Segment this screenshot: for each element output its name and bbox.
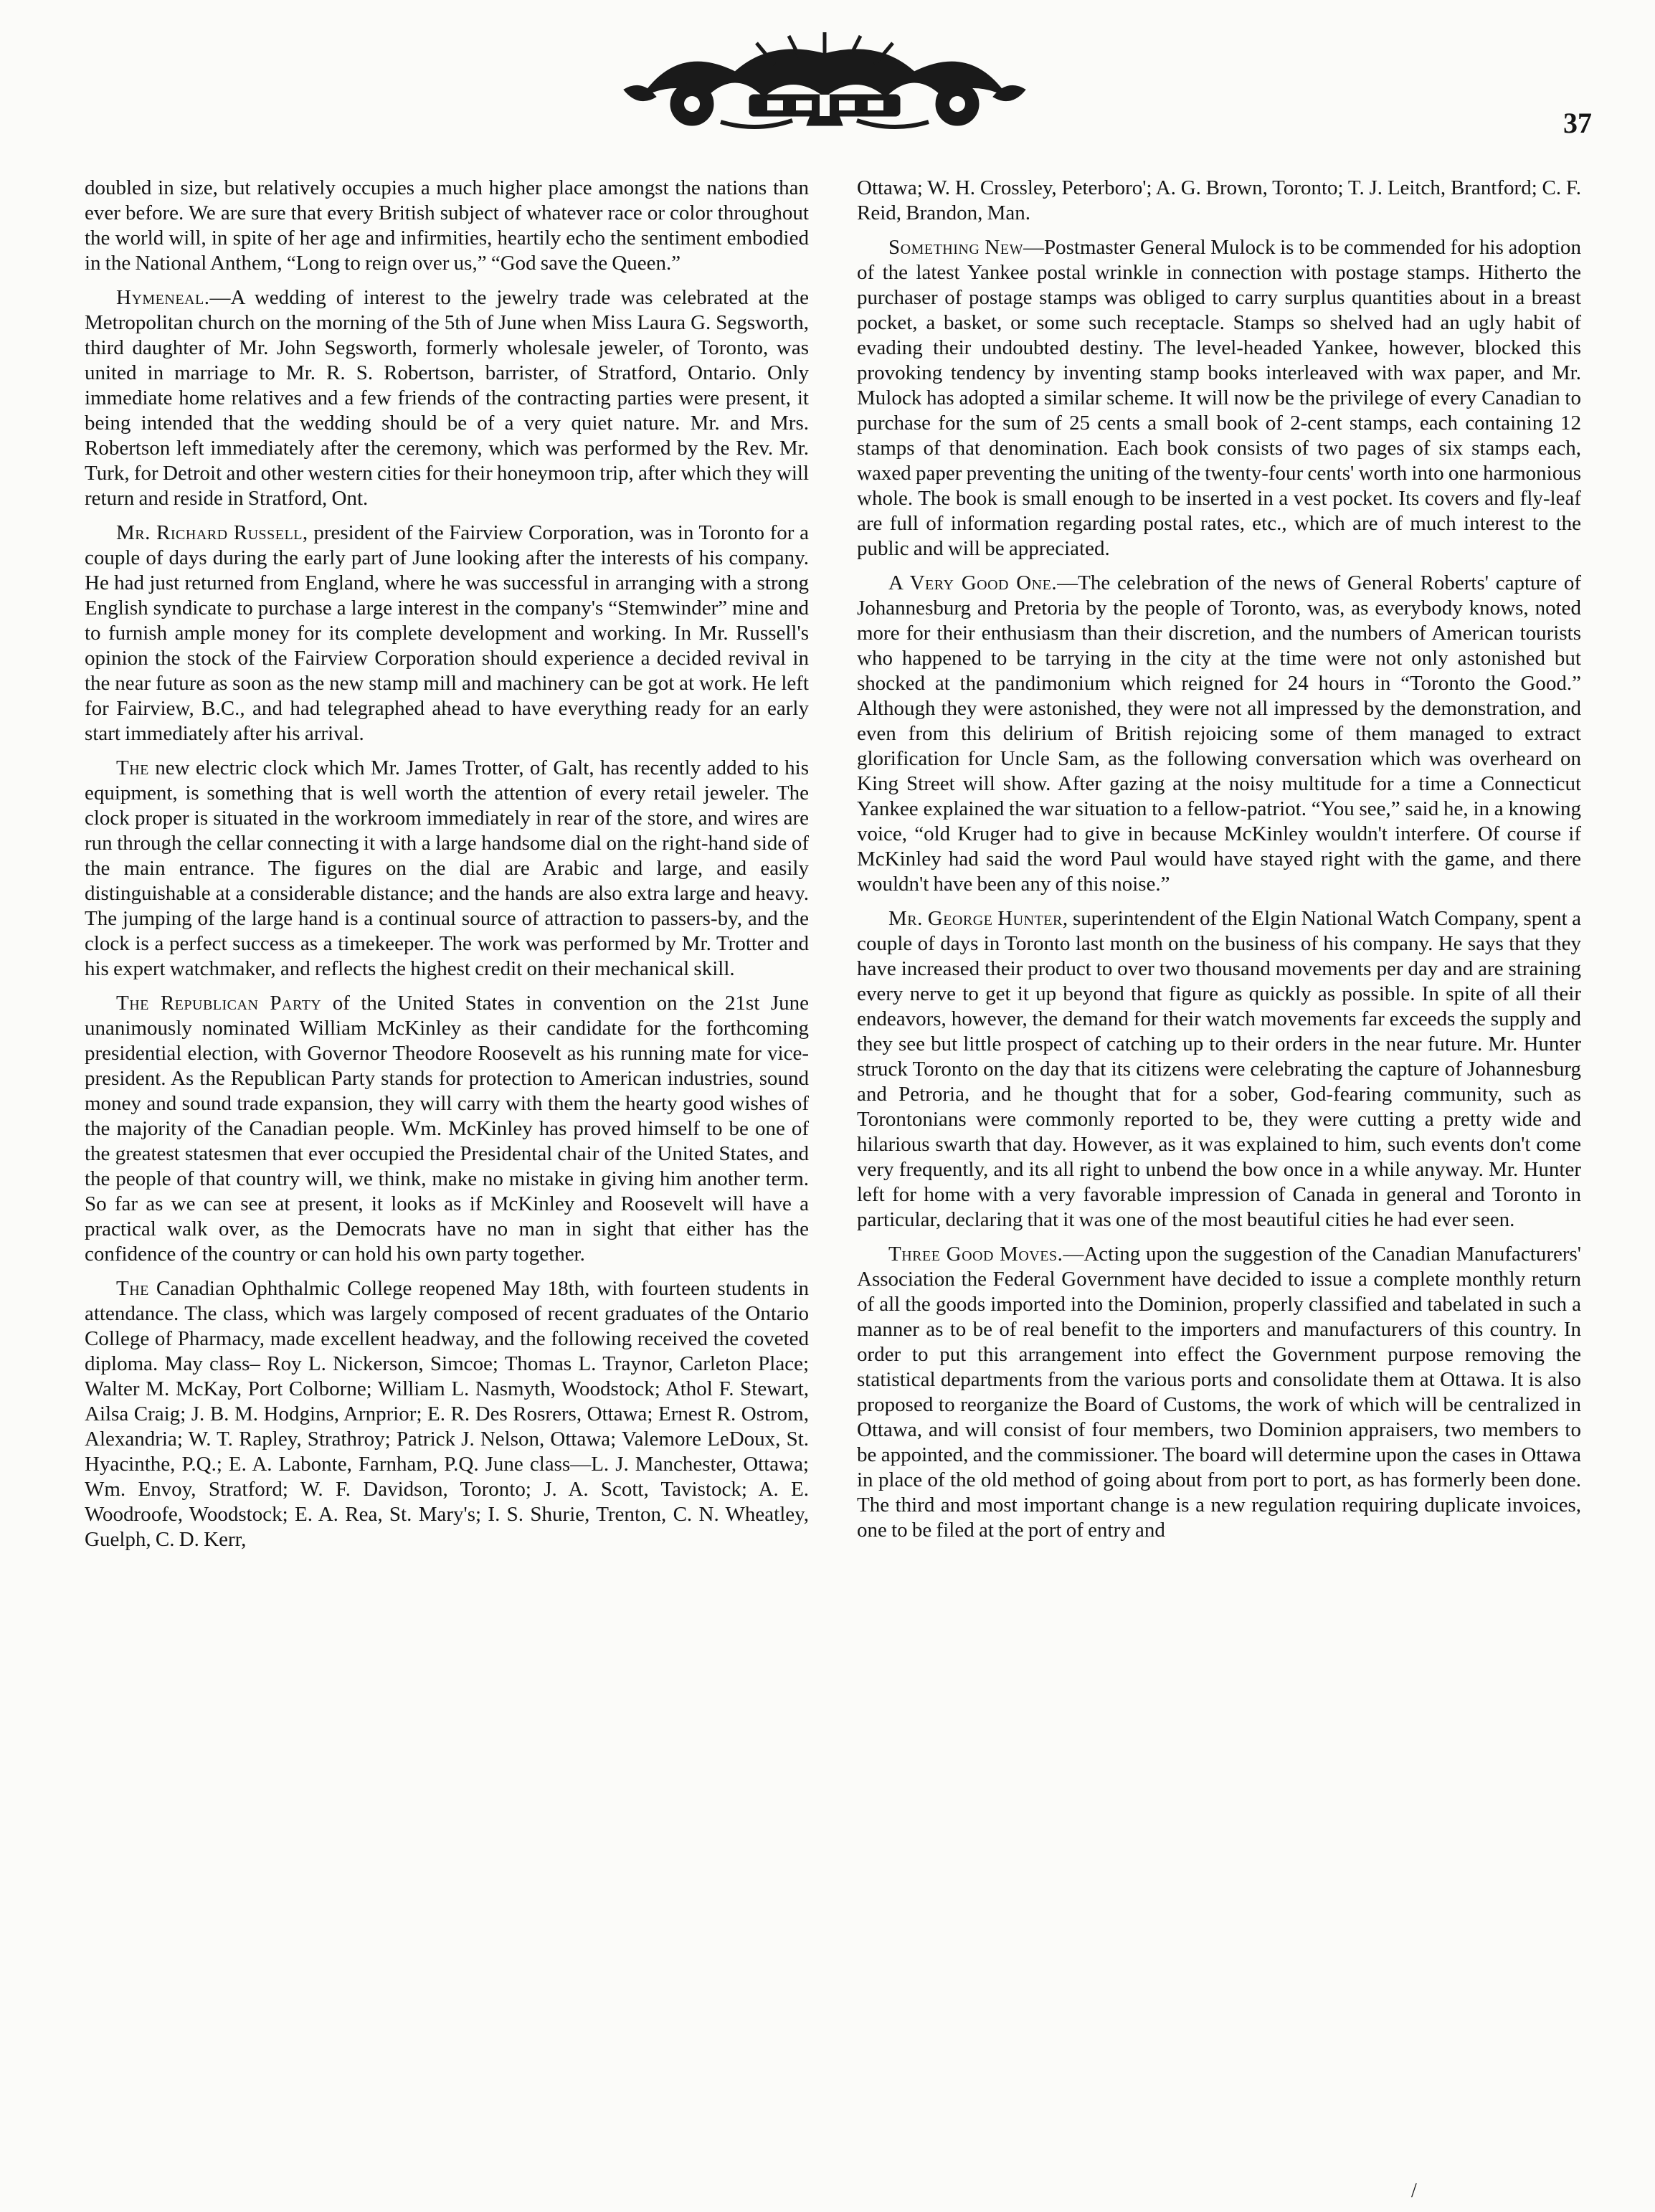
paragraph-heading: The Republican Party — [116, 992, 322, 1015]
paragraph-electric-clock: The new electric clock which Mr. James Trotter, of Galt, has recently added to his equipment, is something that is well worth the attention of every retail jeweler. The clock proper is situated in the workroom immediately in rear of the store, and wires are run through the cellar connecting it with a large handsome dial on the right-hand side of the main entrance. The figures on the dial are Arabic and large, and easily distinguishable at a considerable distance; and the hands are also extra large and heavy. The jumping of the large hand is a continual source of attraction to passers-by, and the clock is a perfect success as a timekeeper. The work was performed by Mr. Trotter and his expert watchmaker, and reflects the highest credit on their mechanical skill. — [85, 756, 809, 980]
paragraph-richard-russell: Mr. Richard Russell, president of the Fairview Corporation, was in Toronto for a couple of days during the early part of June looking after the interests of his company. He had just returned from England, where he was successful in arranging with a strong English syndicate to purchase a large interest in the company's “Stemwinder” mine and to furnish ample money for its complete development and working. In Mr. Russell's opinion the stock of the Fairview Corporation should experience a decided revival in the near future as soon as the new stamp mill and machinery can be got at work. He left for Fairview, B.C., and had telegraphed ahead to have everything ready for an early start immediately after his arrival. — [85, 521, 809, 745]
paragraph-heading: Mr. George Hunter, — [888, 907, 1068, 930]
paragraph-heading: The — [116, 1277, 149, 1300]
paragraph-heading: A Very Good One. — [888, 571, 1058, 594]
page-number: 37 — [1563, 107, 1592, 139]
paragraph-queen-continued: doubled in size, but relatively occupies a much higher place amongst the nations than ever before. We are sure that every British subject of whatever race or color throughout the world will, in spite of her age and infirmities, heartily echo the sentiment embodied in the National Anthem, “Long to reign over us,” “God save the Queen.” — [85, 176, 809, 275]
paragraph-very-good-one: A Very Good One.—The celebration of the news of General Roberts' capture of Johannesburg and Pretoria by the people of Toronto, was, as everybody knows, noted more for their enthusiasm than their discretion, and the numbers of American tourists who happened to be tarrying in the city at the time were not only astonished but shocked at the pandimonium which reigned for 24 hours in “Toronto the Good.” Although they were astonished, they were not all impressed by the demonstration, and even from this delirium of British rejoicing some of them managed to extract glorification for Uncle Sam, as the following conversation which was overheard on King Street will show. After gazing at the noisy multitude for a time a Connecticut Yankee explained the war situation to a fellow-patriot. “You see,” said he, in a knowing voice, “old Kruger had to give in because McKinley wouldn't interfere. Of course if McKinley had said the word Paul would have stayed right with the game, and there wouldn't have been any of this noise.” — [857, 571, 1581, 896]
paragraph-three-good-moves: Three Good Moves.—Acting upon the suggestion of the Canadian Manufacturers' Association the Federal Government have decided to issue a complete monthly return of all the goods imported into the Dominion, properly classified and tabelated in such a manner as to be of real benefit to the importers and manufacturers of this country. In order to put this arrangement into effect the Government purpose removing the statistical departments from the various ports and consolidate them at Ottawa. It is also proposed to reorganize the Board of Customs, the work of which will be centralized in Ottawa, and will consist of four members, two Dominion appraisers, two members to be appointed, and the commissioner. The board will determine upon the cases in Ottawa in place of the old method of going about from port to port, as has formerly been done. The third and most important change is a new regulation requiring duplicate invoices, one to be filed at the port of entry and — [857, 1243, 1582, 1542]
paragraph-heading: The — [116, 756, 149, 779]
paragraph-heading: Hymeneal. — [116, 286, 210, 309]
left-column — [85, 176, 809, 1562]
paragraph-george-hunter: Mr. George Hunter, superintendent of the Elgin National Watch Company, spent a couple of days in Toronto last month on the business of his company. He says that they have increased their product to over two thousand movements per day and are straining every nerve to get it up beyond that figure as quickly as possible. In spite of all their endeavors, however, the demand for their watch movements far exceeds the supply and they see but little prospect of catching up to their orders in the near future. Mr. Hunter struck Toronto on the day that its citizens were celebrating the capture of Johannesburg and Petroria, and he thought that for a sober, God-fearing community, such as Torontonians were commonly reported to be, they were cutting a pretty wide and hilarious swarth that day. However, as it was explained to him, such events don't come very frequently, and its all right to unbend the bow once in a while anyway. Mr. Hunter left for home with a very favorable impression of Canada in general and Toronto in particular, declaring that it was one of the most beautiful cities he had ever seen. — [857, 907, 1581, 1231]
paragraph-graduates-continued: Ottawa; W. H. Crossley, Peterboro'; A. G. Brown, Toronto; T. J. Leitch, Brantford; C. F. Reid, Brandon, Man. — [857, 176, 1581, 224]
paragraph-heading: Something New — [888, 236, 1023, 259]
paragraph-heading: Three Good Moves. — [888, 1243, 1063, 1266]
bottom-mark: / — [1411, 2180, 1417, 2202]
ornamental-header-icon — [613, 29, 1036, 136]
paragraph-ophthalmic-college: The Canadian Ophthalmic College reopened May 18th, with fourteen students in attendance. The class, which was largely composed of recent graduates of the Ontario College of Pharmacy, made excellent headway, and the following received the coveted diploma. May class– Roy L. Nickerson, Simcoe; Thomas L. Traynor, Carleton Place; Walter M. McKay, Port Colborne; William L. Nasmyth, Woodstock; Athol F. Stewart, Ailsa Craig; J. B. M. Hodgins, Arnprior; E. R. Des Rosrers, Ottawa; Ernest R. Ostrom, Alexandria; W. T. Rapley, Strathroy; Patrick J. Nelson, Ottawa; Valemore LeDoux, St. Hyacinthe, P.Q.; E. A. Labonte, Farnham, P.Q. June class—L. J. Manchester, Ottawa; Wm. Envoy, Stratford; W. F. Davidson, Toronto; J. A. Scott, Tavistock; A. E. Woodroofe, Woodstock; E. A. Rea, St. Mary's; I. S. Shurie, Trenton, C. N. Wheatley, Guelph, C. D. Kerr, — [85, 1277, 809, 1551]
paragraph-hymeneal: Hymeneal.—A wedding of interest to the jewelry trade was celebrated at the Metropolitan church on the morning of the 5th of June when Miss Laura G. Segsworth, third daughter of Mr. John Segsworth, formerly wholesale jeweler, of Toronto, was united in marriage to Mr. R. S. Robertson, barrister, of Stratford, Ontario. Only immediate home relatives and a few friends of the contracting parties were present, it being intended that the wedding should be of a very quiet nature. Mr. and Mrs. Robertson left immediately after the ceremony, which was performed by the Rev. Mr. Turk, for Detroit and other western cities for their honeymoon trip, after which they will return and reside in Stratford, Ont. — [85, 286, 809, 510]
paragraph-something-new: Something New—Postmaster General Mulock is to be commended for his adoption of the latest Yankee postal wrinkle in connection with postage stamps. Hitherto the purchaser of postage stamps was obliged to carry surplus quantities about in a breast pocket, a basket, or some such receptacle. Stamps so shelved had an ugly habit of evading their undoubted destiny. The level-headed Yankee, however, blocked this provoking tendency by inventing stamp books interleaved with wax paper, and Mr. Mulock has adopted a similar scheme. It will now be the privilege of every Canadian to purchase for the sum of 25 cents a small book of 2-cent stamps, each containing 12 stamps of that denomination. Each book consists of two pages of six stamps each, waxed paper preventing the uniting of the twenty-four cents' worth into one harmonious whole. The book is small enough to be inserted in a vest pocket. Its covers and fly-leaf are full of information regarding postal rates, etc., which are of much interest to the public and will be appreciated. — [857, 236, 1581, 560]
paragraph-republican-party: The Republican Party of the United States in convention on the 21st June unanimously nominated William McKinley as their candidate for the forthcoming presidential election, with Governor Theodore Roosevelt as his running mate for vice-president. As the Republican Party stands for protection to American industries, sound money and sound trade expansion, they will carry with them the hearty good wishes of the majority of the Canadian people. Wm. McKinley has proved himself to be one of the greatest statesmen that ever occupied the Presidental chair of the United States, and the people of that country will, we think, make no mistake in giving him another term. So far as we can see at present, it looks as if McKinley and Roosevelt will have a practical walk over, as the Democrats have no man in sight that either has the confidence of the country or can hold his own party together. — [85, 992, 809, 1266]
paragraph-heading: Mr. Richard Russell, — [116, 521, 308, 544]
right-column — [857, 176, 1581, 1552]
